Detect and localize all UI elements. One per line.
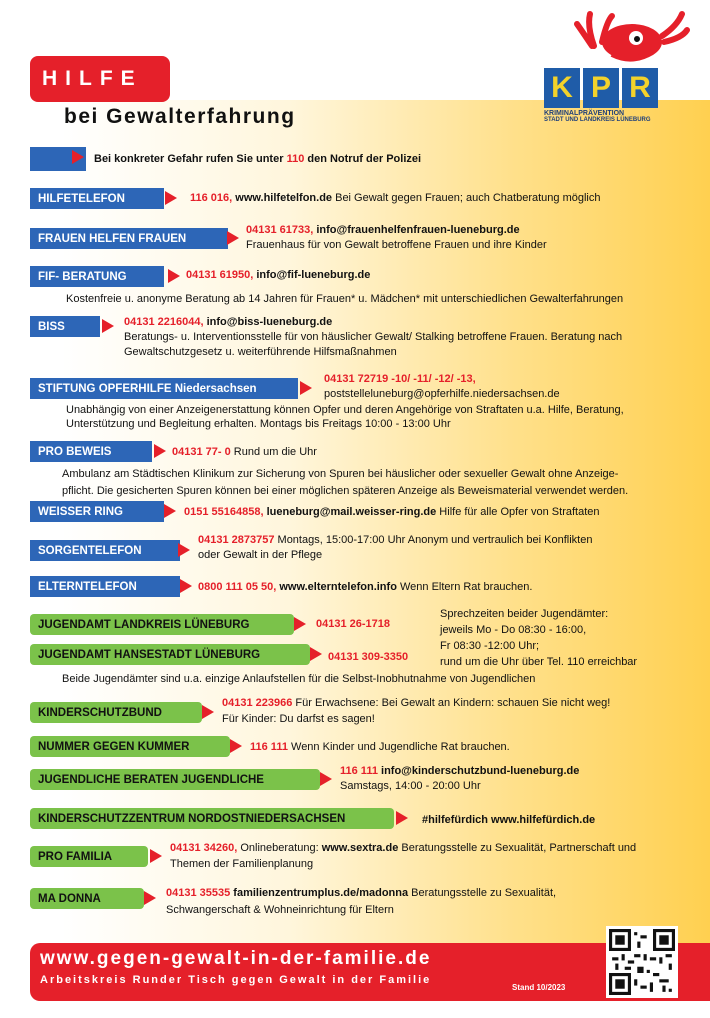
label-kinderschutzbund: KINDERSCHUTZBUND: [30, 702, 202, 723]
kinderschutz-line1: 04131 223966 Für Erwachsene: Bei Gewalt an Kindern: schauen Sie nicht weg!: [222, 697, 611, 709]
kinderschutz-text2: Für Kinder: Du darfst es sagen!: [222, 713, 375, 725]
jbj-contact: 116 111 info@kinderschutzbund-lueneburg.de: [340, 765, 580, 777]
arrow-icon: [102, 319, 114, 333]
label-fif-beratung: FIF- BERATUNG: [30, 266, 164, 287]
label-jugendamt-hansestadt: JUGENDAMT HANSESTADT LÜNEBURG: [30, 644, 310, 665]
kummer-contact: 116 111 Wenn Kinder und Jugendliche Rat brauchen.: [250, 741, 510, 753]
qr-code-icon: [606, 926, 678, 998]
kpr-line1: KRIMINALPRÄVENTION: [544, 110, 625, 117]
sorgen-text2: oder Gewalt in der Pflege: [198, 549, 323, 561]
hilfe-title: HILFE: [30, 56, 170, 102]
arrow-icon: [165, 191, 177, 205]
hilfetelefon-text: 116 016, www.hilfetelfon.de Bei Gewalt gegen Frauen; auch Chatberatung möglich: [190, 192, 601, 204]
biss-contact: 04131 2216044, info@biss-lueneburg.de: [124, 316, 333, 328]
label-frauen-helfen-frauen: FRAUEN HELFEN FRAUEN: [30, 228, 228, 249]
kszn-text: #hilfefürdich www.hilfefürdich.de: [422, 814, 596, 826]
jugendamt-note: Beide Jugendämter sind u.a. einzige Anlaufstellen für die Selbst-Inobhutnahme von Jugendlichen: [62, 673, 536, 685]
arrow-icon: [180, 579, 192, 593]
kpr-letter-p: P: [583, 68, 619, 108]
arrow-icon: [72, 150, 84, 164]
kpr-letter-k: K: [544, 68, 580, 108]
arrow-icon: [396, 811, 408, 825]
arrow-icon: [300, 381, 312, 395]
arrow-icon: [144, 891, 156, 905]
opferhilfe-text1: Unabhängig von einer Anzeigenerstattung können Opfer und deren Angehörige von Straftaten u.a. Hilfe, Beratung,: [66, 404, 624, 416]
kpr-letter-r: R: [622, 68, 658, 108]
jugendamt-hs-phone: 04131 309-3350: [328, 651, 409, 663]
eltern-contact: 0800 111 05 50, www.elterntelefon.info Wenn Eltern Rat brauchen.: [198, 581, 533, 593]
label-weisser-ring: WEISSER RING: [30, 501, 164, 522]
label-pro-beweis: PRO BEWEIS: [30, 441, 152, 462]
fif-contact: 04131 61950, info@fif-lueneburg.de: [186, 269, 371, 281]
label-sorgentelefon: SORGENTELEFON: [30, 540, 180, 561]
biss-text1: Beratungs- u. Interventionsstelle für von häuslicher Gewalt/ Stalking betroffene Frauen. Beratung nach: [124, 331, 623, 343]
label-pro-familia: PRO FAMILIA: [30, 846, 148, 867]
frauen-phone-line: 04131 61733, info@frauenhelfenfrauen-lueneburg.de: [246, 224, 520, 236]
kpr-logo: [544, 68, 658, 108]
opferhilfe-mail: poststelleluneburg@opferhilfe.niedersachsen.de: [324, 388, 560, 400]
probeweis-text2: pflicht. Die gesicherten Spuren können bei einer möglichen späteren Anzeige als Beweismaterial verwendet werden.: [62, 485, 629, 497]
madonna-line1: 04131 35535 familienzentrumplus.de/madonna Beratungsstelle zu Sexualität,: [166, 887, 557, 899]
label-hilfetelefon: HILFETELEFON: [30, 188, 164, 209]
jbj-text: Samstags, 14:00 - 20:00 Uhr: [340, 780, 481, 792]
sorgen-line1: 04131 2873757 Montags, 15:00-17:00 Uhr Anonym und vertraulich bei Konflikten: [198, 534, 593, 546]
kpr-mascot-icon: [572, 6, 692, 66]
probeweis-text1: Ambulanz am Städtischen Klinikum zur Sicherung von Spuren bei häuslicher oder sexueller Gewalt ohne Anzeige-: [62, 468, 619, 480]
stand-date: Stand 10/2023: [512, 983, 566, 992]
arrow-icon: [150, 849, 162, 863]
footer-url[interactable]: www.gegen-gewalt-in-der-familie.de: [40, 948, 432, 969]
label-jugendliche-beraten: JUGENDLICHE BERATEN JUGENDLICHE: [30, 769, 320, 790]
arrow-icon: [164, 504, 176, 518]
sprechzeiten-l2: jeweils Mo - Do 08:30 - 16:00,: [440, 624, 587, 636]
arrow-icon: [227, 231, 239, 245]
opferhilfe-text2: Unterstützung und Begleitung erhalten. Montags bis Freitags 10:00 - 13:00 Uhr: [66, 418, 451, 430]
footer-subtitle: Arbeitskreis Runder Tisch gegen Gewalt in der Familie: [40, 974, 432, 986]
biss-text2: Gewaltschutzgesetz u. weiterführende Hilfsmaßnahmen: [124, 346, 397, 358]
arrow-icon: [202, 705, 214, 719]
probeweis-contact: 04131 77- 0 Rund um die Uhr: [172, 446, 317, 458]
sprechzeiten-l3: Fr 08:30 -12:00 Uhr;: [440, 640, 540, 652]
arrow-icon: [230, 739, 242, 753]
opferhilfe-phone: 04131 72719 -10/ -11/ -12/ -13,: [324, 373, 476, 385]
notruf-text: Bei konkreter Gefahr rufen Sie unter 110 den Notruf der Polizei: [94, 153, 422, 165]
arrow-icon: [310, 647, 322, 661]
arrow-icon: [154, 444, 166, 458]
madonna-text2: Schwangerschaft & Wohneinrichtung für Eltern: [166, 904, 394, 916]
page-subtitle: bei Gewalterfahrung: [64, 105, 296, 128]
label-stiftung-opferhilfe: STIFTUNG OPFERHILFE Niedersachsen: [30, 378, 298, 399]
label-elterntelefon: ELTERNTELEFON: [30, 576, 180, 597]
fif-text: Kostenfreie u. anonyme Beratung ab 14 Jahren für Frauen* u. Mädchen* mit unterschiedlichen Gewalterfahrungen: [66, 293, 624, 305]
arrow-icon: [178, 543, 190, 557]
sprechzeiten-l1: Sprechzeiten beider Jugendämter:: [440, 608, 609, 620]
profamilia-line1: 04131 34260, Onlineberatung: www.sextra.de Beratungsstelle zu Sexualität, Partnerschaft und: [170, 842, 637, 854]
arrow-icon: [168, 269, 180, 283]
arrow-icon: [320, 772, 332, 786]
label-biss: BISS: [30, 316, 100, 337]
kpr-line2: STADT UND LANDKREIS LÜNEBURG: [544, 117, 651, 123]
frauen-text: Frauenhaus für von Gewalt betroffene Frauen und ihre Kinder: [246, 239, 547, 251]
arrow-icon: [294, 617, 306, 631]
weisser-contact: 0151 55164858, lueneburg@mail.weisser-ring.de Hilfe für alle Opfer von Straftaten: [184, 506, 600, 518]
label-jugendamt-landkreis: JUGENDAMT LANDKREIS LÜNEBURG: [30, 614, 294, 635]
kpr-subtitle: [544, 110, 664, 124]
label-ma-donna: MA DONNA: [30, 888, 144, 909]
label-kinderschutzzentrum: KINDERSCHUTZZENTRUM NORDOSTNIEDERSACHSEN: [30, 808, 394, 829]
profamilia-text2: Themen der Familienplanung: [170, 858, 314, 870]
label-nummer-gegen-kummer: NUMMER GEGEN KUMMER: [30, 736, 230, 757]
sprechzeiten-l4: rund um die Uhr über Tel. 110 erreichbar: [440, 656, 638, 668]
jugendamt-lk-phone: 04131 26-1718: [316, 618, 391, 630]
